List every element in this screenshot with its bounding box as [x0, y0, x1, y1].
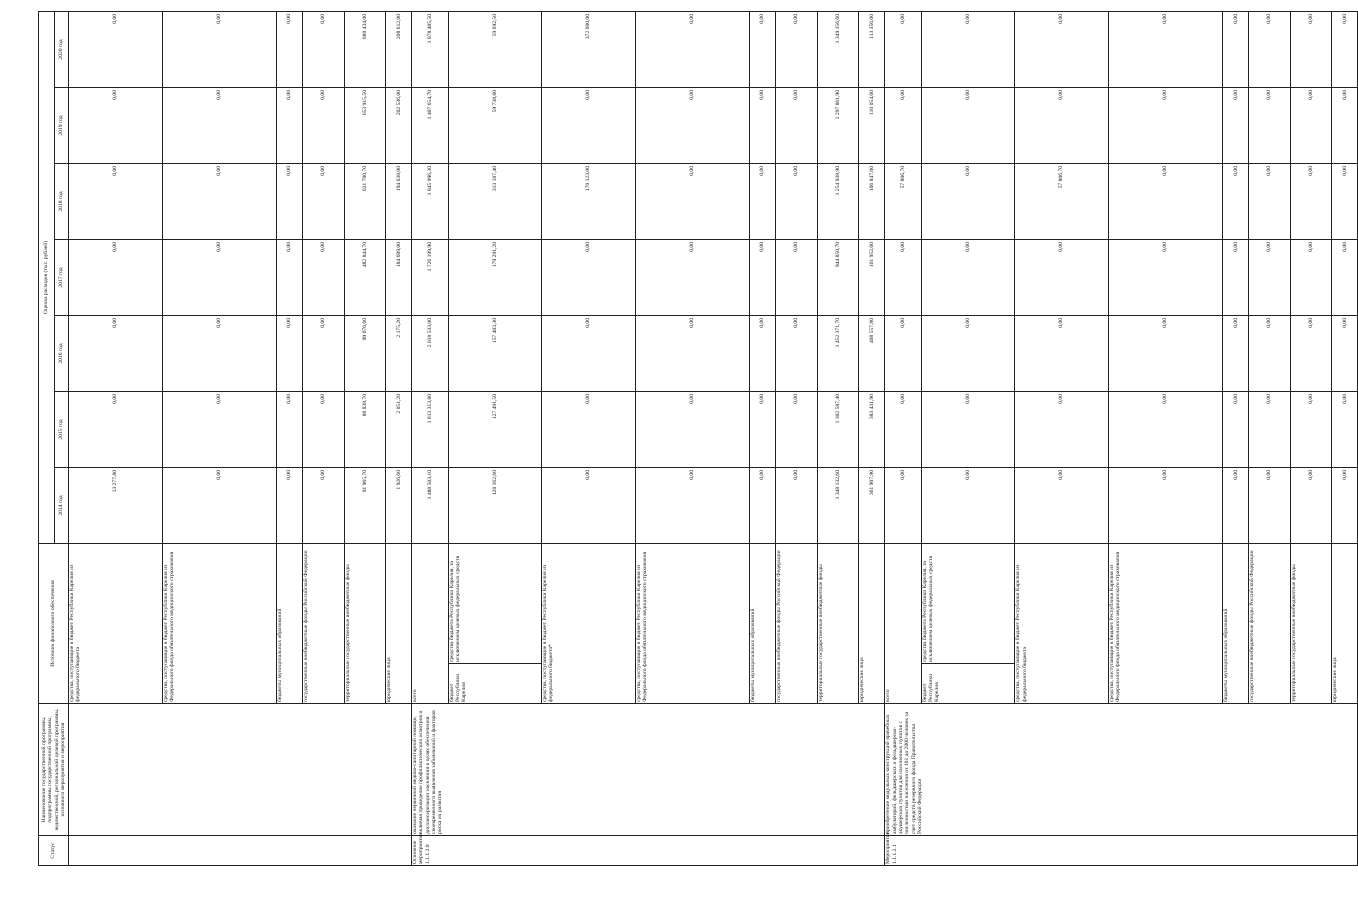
- source-cell: средства бюджета Республики Карелия, за исключением целевых федеральных средств: [921, 543, 1015, 663]
- value-cell: 59 738,80: [448, 87, 542, 163]
- program-name-cell: оказание первичной медико-санитарной помощи, включая проведение профилактических осмотров и диспансеризации населения в целях обеспечения своевременного выявления заболеваний и факторов риска их развития: [412, 704, 885, 836]
- value-cell: 0,00: [1223, 163, 1249, 239]
- value-cell: 361 907,90: [859, 467, 885, 543]
- value-cell: 0,00: [635, 391, 749, 467]
- value-cell: 0,00: [921, 87, 1015, 163]
- value-cell: 1 845 996,30: [412, 163, 448, 239]
- value-cell: 0,00: [1249, 467, 1291, 543]
- source-cell: средства, поступающие в бюджет Республики Карелия из федерального бюджета: [69, 543, 163, 703]
- value-cell: 631 780,70: [344, 163, 386, 239]
- header-year: 2015 год: [55, 391, 69, 467]
- value-cell: 0,00: [1015, 11, 1109, 87]
- value-cell: 1 349 356,60: [817, 11, 859, 87]
- value-cell: 944 850,70: [817, 239, 859, 315]
- value-cell: 2 018 533,00: [412, 315, 448, 391]
- value-cell: 128 162,60: [448, 467, 542, 543]
- value-cell: 0,00: [635, 315, 749, 391]
- value-cell: 0,00: [1332, 391, 1358, 467]
- value-cell: 0,00: [1249, 163, 1291, 239]
- value-cell: 0,00: [162, 467, 276, 543]
- source-cell: государственные внебюджетные фонды Российской Федерации: [1249, 543, 1291, 703]
- value-cell: 0,00: [69, 315, 163, 391]
- header-year: 2017 год: [55, 239, 69, 315]
- status-cell: Основное мероприятие 1.1.1.2.0: [412, 836, 885, 866]
- value-cell: 0,00: [921, 391, 1015, 467]
- value-cell: 0,00: [635, 467, 749, 543]
- header-year: 2019 год: [55, 87, 69, 163]
- value-cell: 2 175,20: [386, 315, 412, 391]
- header-status: Статус: [39, 836, 69, 866]
- value-cell: 0,00: [1290, 239, 1332, 315]
- value-cell: 0,00: [162, 11, 276, 87]
- value-cell: 157 403,30: [448, 315, 542, 391]
- value-cell: 0,00: [162, 239, 276, 315]
- value-cell: 0,00: [302, 467, 344, 543]
- value-cell: 0,00: [276, 467, 302, 543]
- value-cell: 0,00: [542, 315, 636, 391]
- value-cell: 1 452 371,70: [817, 315, 859, 391]
- value-cell: 372 000,00: [542, 11, 636, 87]
- value-cell: 110 054,00: [859, 87, 885, 163]
- value-cell: 0,00: [750, 467, 776, 543]
- value-cell: 0,00: [1332, 467, 1358, 543]
- value-cell: 0,00: [776, 11, 818, 87]
- value-cell: 0,00: [750, 391, 776, 467]
- value-cell: 0,00: [776, 467, 818, 543]
- source-group-cell: бюджет Республики Карелия: [448, 664, 542, 704]
- value-cell: 57 806,70: [885, 163, 921, 239]
- source-group-cell: всего: [885, 543, 921, 703]
- value-cell: 179 291,20: [448, 239, 542, 315]
- value-cell: 0,00: [542, 87, 636, 163]
- value-cell: 1 488 503,10: [412, 467, 448, 543]
- value-cell: 0,00: [1108, 87, 1222, 163]
- table-header: [39, 11, 69, 865]
- value-cell: 0,00: [750, 87, 776, 163]
- source-cell: территориальные государственные внебюджетные фонды: [1290, 543, 1332, 703]
- source-cell: юридические лица: [386, 543, 412, 703]
- value-cell: 113 356,00: [859, 11, 885, 87]
- value-cell: 194 638,00: [386, 163, 412, 239]
- value-cell: 0,00: [750, 11, 776, 87]
- value-cell: 0,00: [69, 391, 163, 467]
- value-cell: 0,00: [162, 163, 276, 239]
- value-cell: 1 297 861,90: [817, 87, 859, 163]
- value-cell: 0,00: [776, 391, 818, 467]
- value-cell: 0,00: [542, 239, 636, 315]
- source-cell: территориальные государственные внебюджетные фонды: [817, 543, 859, 703]
- value-cell: 57 806,70: [1015, 163, 1109, 239]
- table-body: [69, 11, 1358, 865]
- value-cell: 2 051,20: [386, 391, 412, 467]
- value-cell: 101 952,00: [859, 239, 885, 315]
- value-cell: 0,00: [1290, 87, 1332, 163]
- value-cell: 0,00: [1249, 87, 1291, 163]
- source-cell: государственные внебюджетные фонды Российской Федерации: [776, 543, 818, 703]
- value-cell: 0,00: [1108, 467, 1222, 543]
- value-cell: 0,00: [776, 315, 818, 391]
- value-cell: 208 612,00: [386, 11, 412, 87]
- value-cell: 1 926,60: [386, 467, 412, 543]
- value-cell: 1 254 938,90: [817, 163, 859, 239]
- value-cell: 0,00: [162, 315, 276, 391]
- value-cell: 0,00: [542, 391, 636, 467]
- value-cell: 106 847,00: [859, 163, 885, 239]
- value-cell: 313 187,40: [448, 163, 542, 239]
- value-cell: 0,00: [302, 87, 344, 163]
- value-cell: 0,00: [162, 391, 276, 467]
- value-cell: 0,00: [69, 163, 163, 239]
- value-cell: 0,00: [885, 391, 921, 467]
- value-cell: 0,00: [1108, 11, 1222, 87]
- value-cell: 0,00: [1015, 391, 1109, 467]
- value-cell: 13 277,80: [69, 467, 163, 543]
- value-cell: 0,00: [921, 239, 1015, 315]
- value-cell: 0,00: [1108, 391, 1222, 467]
- source-cell: территориальные государственные внебюджетные фонды: [344, 543, 386, 703]
- budget-table: [38, 11, 1358, 866]
- value-cell: 0,00: [1249, 315, 1291, 391]
- value-cell: 88 838,70: [344, 391, 386, 467]
- value-cell: 1 407 654,70: [412, 87, 448, 163]
- value-cell: 0,00: [1290, 391, 1332, 467]
- header-year: 2020 год: [55, 11, 69, 87]
- value-cell: 0,00: [885, 315, 921, 391]
- value-cell: 0,00: [635, 87, 749, 163]
- source-cell: средства, поступающие в бюджет Республики Карелия из Федерального фонда обязательного медицинского страхования: [162, 543, 276, 703]
- value-cell: 0,00: [1015, 315, 1109, 391]
- value-cell: 680 434,00: [344, 11, 386, 87]
- source-cell: средства бюджета Республики Карелия, за исключением целевых федеральных средств: [448, 543, 542, 663]
- value-cell: 0,00: [776, 163, 818, 239]
- source-cell: средства, поступающие в бюджет Республики Карелия из федерального бюджета: [1015, 543, 1109, 703]
- value-cell: 0,00: [750, 239, 776, 315]
- value-cell: 0,00: [635, 239, 749, 315]
- value-cell: 0,00: [750, 163, 776, 239]
- value-cell: 0,00: [1290, 315, 1332, 391]
- value-cell: 0,00: [542, 467, 636, 543]
- value-cell: 59 692,50: [448, 11, 542, 87]
- value-cell: 170 123,00: [542, 163, 636, 239]
- value-cell: 0,00: [1249, 11, 1291, 87]
- value-cell: 0,00: [1290, 11, 1332, 87]
- value-cell: 0,00: [302, 11, 344, 87]
- value-cell: 0,00: [1332, 11, 1358, 87]
- value-cell: 202 536,00: [386, 87, 412, 163]
- value-cell: 0,00: [276, 163, 302, 239]
- value-cell: 0,00: [276, 11, 302, 87]
- value-cell: 0,00: [276, 239, 302, 315]
- header-year: 2016 год: [55, 315, 69, 391]
- value-cell: 0,00: [750, 315, 776, 391]
- value-cell: 653 915,50: [344, 87, 386, 163]
- table-row: [885, 11, 921, 865]
- value-cell: 0,00: [69, 87, 163, 163]
- value-cell: 1 878 485,50: [412, 11, 448, 87]
- value-cell: 184 689,00: [386, 239, 412, 315]
- source-group-cell: всего: [412, 543, 448, 703]
- value-cell: 99 076,60: [344, 315, 386, 391]
- value-cell: 0,00: [1249, 391, 1291, 467]
- value-cell: 0,00: [1290, 163, 1332, 239]
- source-cell: бюджеты муниципальных образований: [1223, 543, 1249, 703]
- value-cell: 0,00: [276, 391, 302, 467]
- value-cell: 0,00: [921, 467, 1015, 543]
- value-cell: 0,00: [1332, 239, 1358, 315]
- value-cell: 0,00: [302, 391, 344, 467]
- status-cell: Мероприятие 1.1.1.2.1: [885, 836, 1358, 866]
- value-cell: 0,00: [276, 87, 302, 163]
- source-cell: юридические лица: [1332, 543, 1358, 703]
- value-cell: 0,00: [1015, 467, 1109, 543]
- value-cell: 408 557,80: [859, 315, 885, 391]
- value-cell: 482 844,70: [344, 239, 386, 315]
- value-cell: 1 348 132,60: [817, 467, 859, 543]
- rotated-table-wrapper: [38, 13, 1348, 866]
- status-cell: [69, 836, 412, 866]
- value-cell: 0,00: [1332, 87, 1358, 163]
- value-cell: 0,00: [1290, 467, 1332, 543]
- value-cell: 0,00: [1015, 239, 1109, 315]
- value-cell: 91 965,70: [344, 467, 386, 543]
- value-cell: 0,00: [776, 239, 818, 315]
- value-cell: 0,00: [69, 239, 163, 315]
- value-cell: 0,00: [885, 11, 921, 87]
- value-cell: 1 813 313,80: [412, 391, 448, 467]
- table-row: [412, 11, 448, 865]
- source-group-cell: бюджет Республики Карелия: [921, 664, 1015, 704]
- value-cell: 0,00: [302, 239, 344, 315]
- value-cell: 0,00: [1223, 391, 1249, 467]
- header-source: Источник финансового обеспечения: [39, 543, 69, 703]
- table-row: [69, 11, 163, 865]
- source-cell: средства, поступающие в бюджет Республики Карелия из Федерального фонда обязательного медицинского страхования: [1108, 543, 1222, 703]
- value-cell: 127 491,50: [448, 391, 542, 467]
- value-cell: 0,00: [1223, 315, 1249, 391]
- value-cell: 0,00: [162, 87, 276, 163]
- value-cell: 0,00: [276, 315, 302, 391]
- value-cell: 0,00: [885, 87, 921, 163]
- header-name: Наименование государственной программы, подпрограммы государственной программы, ведомственной, региональной целевой программы, основного мероприятия и мероприятия: [39, 704, 69, 836]
- value-cell: 0,00: [1223, 239, 1249, 315]
- value-cell: 0,00: [1249, 239, 1291, 315]
- value-cell: 0,00: [1108, 163, 1222, 239]
- value-cell: 0,00: [1223, 467, 1249, 543]
- value-cell: 0,00: [1332, 315, 1358, 391]
- header-year: 2018 год: [55, 163, 69, 239]
- value-cell: 0,00: [635, 163, 749, 239]
- value-cell: 0,00: [921, 315, 1015, 391]
- header-estimate: Оценка расходов (тыс. рублей): [39, 11, 55, 543]
- source-cell: средства, поступающие в бюджет Республики Карелия из Федерального фонда обязательного медицинского страхования: [635, 543, 749, 703]
- source-cell: государственные внебюджетные фонды Российской Федерации: [302, 543, 344, 703]
- program-name-cell: [69, 704, 412, 836]
- value-cell: 0,00: [1332, 163, 1358, 239]
- value-cell: 0,00: [1108, 239, 1222, 315]
- value-cell: 0,00: [885, 467, 921, 543]
- value-cell: 0,00: [302, 315, 344, 391]
- value-cell: 1 726 199,90: [412, 239, 448, 315]
- value-cell: 0,00: [1015, 87, 1109, 163]
- value-cell: 0,00: [1108, 315, 1222, 391]
- value-cell: 0,00: [776, 87, 818, 163]
- source-cell: юридические лица: [859, 543, 885, 703]
- value-cell: 0,00: [635, 11, 749, 87]
- program-name-cell: приобретение модульных конструкций врачебных амбулаторий, фельдшерских и фельдшерско-акушерских пунктов для населенных пунктов с численностью населения от 101 до 2000 человек за счет средств резервного фонда Правительства Российской Федерации: [885, 704, 1358, 836]
- source-cell: средства, поступающие в бюджет Республики Карелия из федерального бюджета*: [542, 543, 636, 703]
- source-cell: бюджеты муниципальных образований: [276, 543, 302, 703]
- value-cell: 0,00: [921, 11, 1015, 87]
- value-cell: 0,00: [885, 239, 921, 315]
- value-cell: 0,00: [69, 11, 163, 87]
- value-cell: 0,00: [1223, 11, 1249, 87]
- value-cell: 0,00: [302, 163, 344, 239]
- value-cell: 383 431,90: [859, 391, 885, 467]
- header-year: 2014 год: [55, 467, 69, 543]
- value-cell: 0,00: [921, 163, 1015, 239]
- value-cell: 0,00: [1223, 87, 1249, 163]
- value-cell: 1 302 587,40: [817, 391, 859, 467]
- source-cell: бюджеты муниципальных образований: [750, 543, 776, 703]
